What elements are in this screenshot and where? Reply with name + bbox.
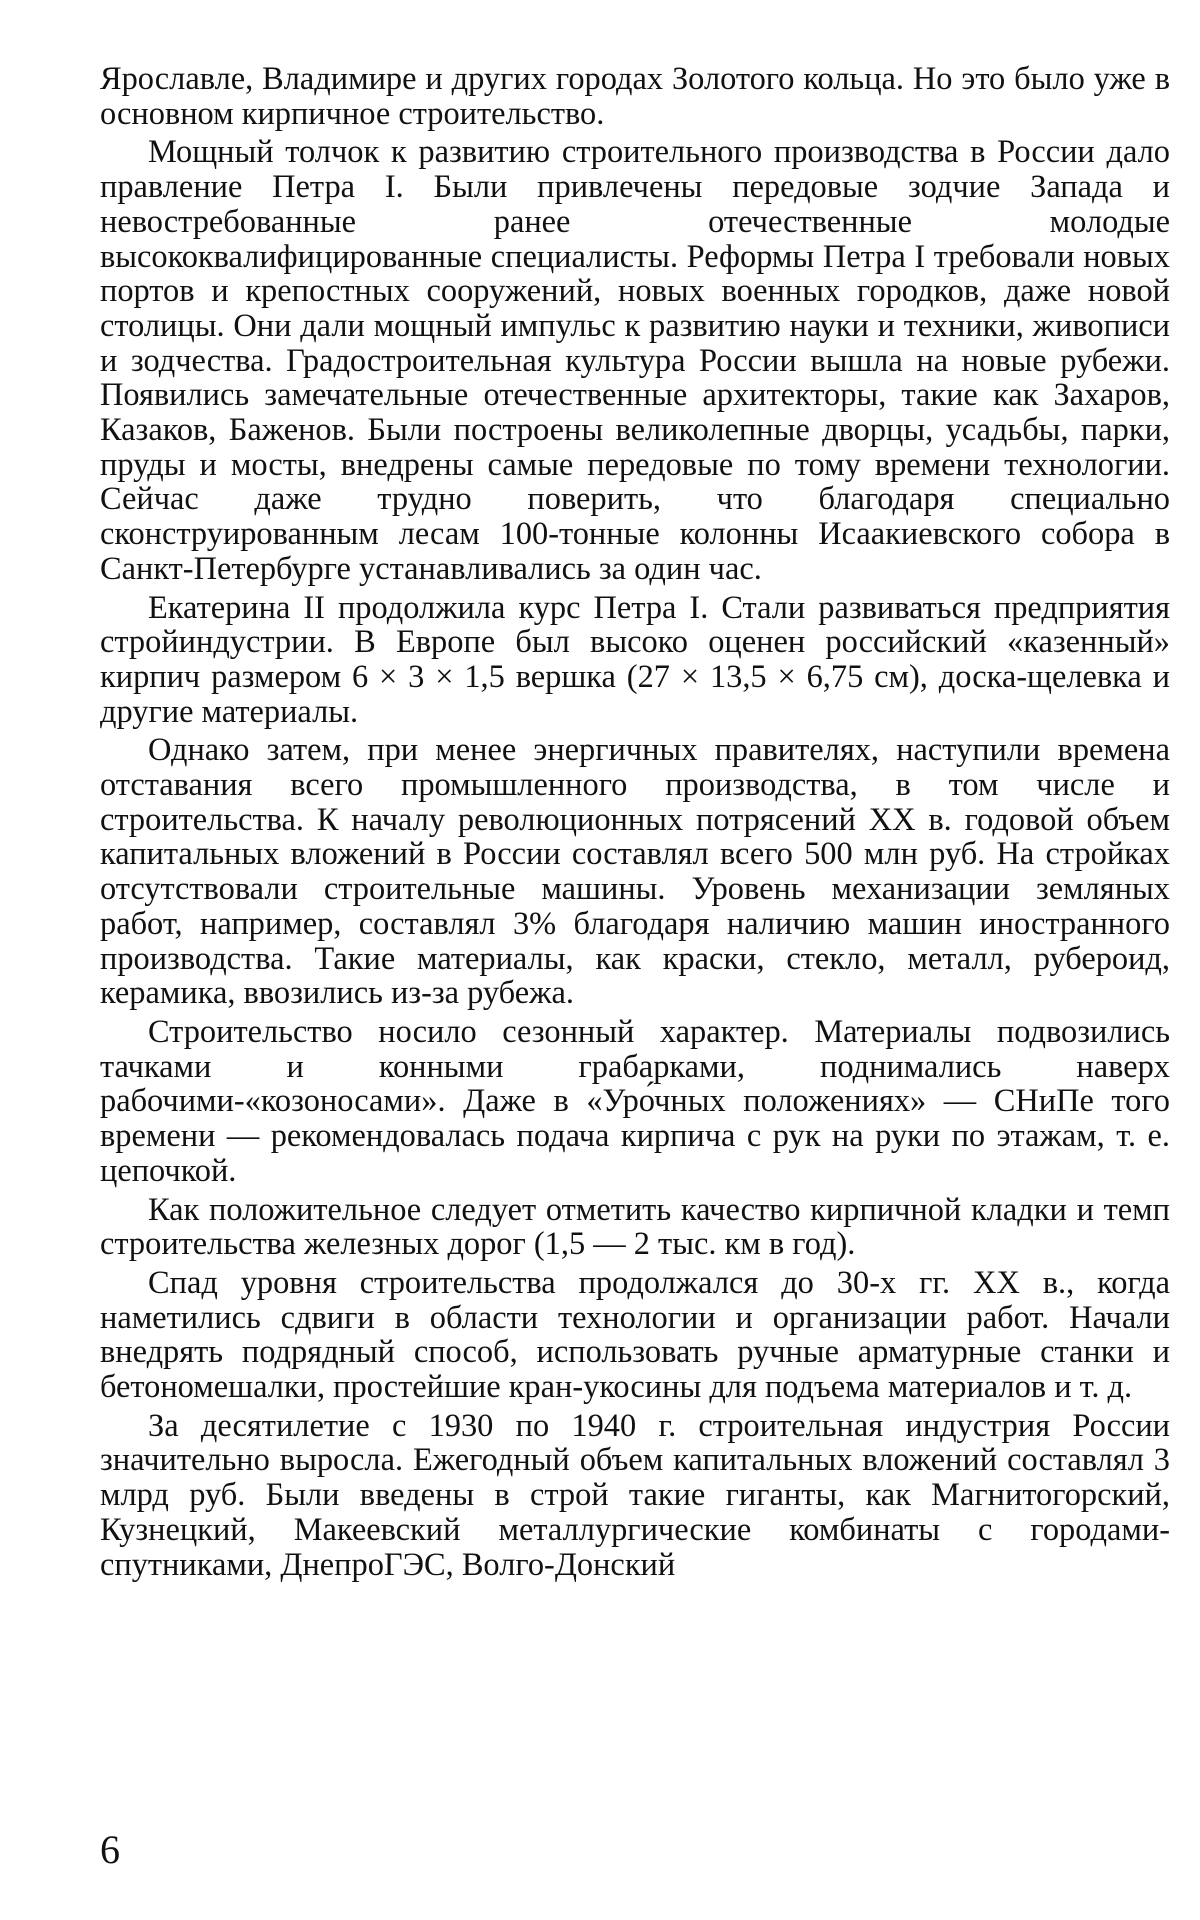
- paragraph-1930s-shifts: Спад уровня строительства продолжался до 30-х гг. XX в., когда наметились сдвиги в области технологии и организации работ. Начали внедрять подрядный способ, использовать ручные арматурные станки и бетономешалки, простейшие кран-укосины для подъема материалов и т. д.: [100, 1264, 1170, 1406]
- page-number: 6: [100, 1827, 120, 1872]
- paragraph-1930-1940-growth: За десятилетие с 1930 по 1940 г. строительная индустрия России значительно выросла. Ежегодный объем капитальных вложений составлял 3 млрд руб. Были введены в строй такие гиганты, как Магнитогорский, Кузнецкий, Макеевский металлургические комбинаты с городами-спутниками, ДнепроГЭС, Волго-Донский: [100, 1407, 1170, 1583]
- paragraph-catherine-ii: Екатерина II продолжила курс Петра I. Стали развиваться предприятия стройиндустрии. В Европе был высоко оценен российский «казенный» кирпич размером 6 × 3 × 1,5 вершка (27 × 13,5 × 6,75 см), доска-щелевка и другие материалы.: [100, 589, 1170, 730]
- paragraph-peter-the-great: Мощный толчок к развитию строительного производства в России дало правление Петра I. Были привлечены передовые зодчие Запада и невостребованные ранее отечественные молодые высококвалифицированные специалисты. Реформы Петра I требовали новых портов и крепостных сооружений, новых военных городков, даже новой столицы. Они дали мощный импульс к развитию науки и техники, живописи и зодчества. Градостроительная культура России вышла на новые рубежи. Появились замечательные отечественные архитекторы, такие как Захаров, Казаков, Баженов. Были построены великолепные дворцы, усадьбы, парки, пруды и мосты, внедрены самые передовые по тому времени технологии. Сейчас даже трудно поверить, что благодаря специально сконструированным лесам 100-тонные колонны Исаакиевского собора в Санкт-Петербурге устанавливались за один час.: [100, 134, 1170, 587]
- paragraph-positive-aspects: Как положительное следует отметить качество кирпичной кладки и темп строительства железных дорог (1,5 — 2 тыс. км в год).: [100, 1191, 1170, 1263]
- paragraph-seasonal-construction: Строительство носило сезонный характер. Материалы подвозились тачками и конными грабарками, поднимались наверх рабочими-«козоносами». Даже в «Уро́чных положениях» — СНиПе того времени — рекомендовалась подача кирпича с рук на руки по этажам, т. е. цепочкой.: [100, 1013, 1170, 1189]
- paragraph-continuation: Ярославле, Владимире и других городах Золотого кольца. Но это было уже в основном кирпичное строительство.: [100, 61, 1170, 132]
- paragraph-decline: Однако затем, при менее энергичных правителях, наступили времена отставания всего промышленного производства, в том числе и строительства. К началу революционных потрясений XX в. годовой объем капитальных вложений в России составлял всего 500 млн руб. На стройках отсутствовали строительные машины. Уровень механизации земляных работ, например, составлял 3% благодаря наличию машин иностранного производства. Такие материалы, как краски, стекло, металл, рубероид, керамика, ввозились из-за рубежа.: [100, 732, 1170, 1012]
- page-body: [100, 62, 1170, 1582]
